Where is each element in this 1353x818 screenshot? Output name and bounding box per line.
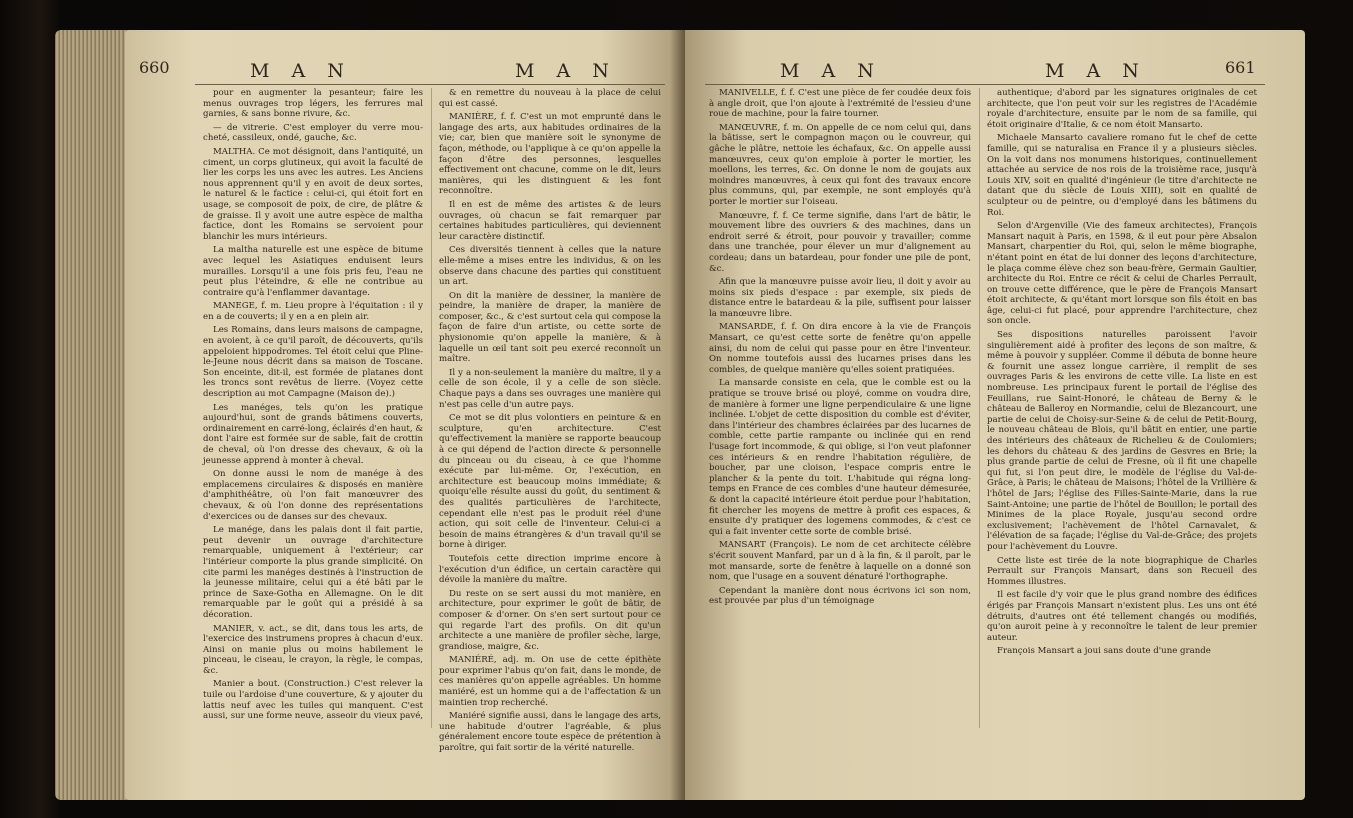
paragraph: Cependant la manière dont nous écrivons ici son nom, est prouvée par plus d'un témoignage [709,585,971,607]
paragraph: — de vitrerie. C'est employer du verre mou-cheté, cassileux, ondé, gauche, &c. [203,122,423,144]
paragraph: MALTHA. Ce mot désignoit, dans l'antiquité, un ciment, un corps glutineux, qui avoit la faculté de lier les corps les uns avec les autres. Les Anciens nous apprennent qu'il y en avoit de deux sortes, le naturel & le factice : celui-ci, qui étoit fort en usage, se composoit de poix, de cire, de plâtre & de graisse. Il y avoit une autre espèce de maltha factice, dont les Romains se servoient pour blanchir les murs intérieurs. [203,146,423,242]
paragraph: Ce mot se dit plus volontiers en peinture & en sculpture, qu'en architecture. C'est qu'effectivement la manière se rapporte beaucoup à ce qui dépend de l'action directe & personnelle du pinceau ou du ciseau, à ce que l'homme exécute par lui-même. Or, l'exécution, en architecture est beaucoup moins immédiate; & quoiqu'elle résulte aussi du goût, du sentiment & des qualités particulières de l'architecte, cependant elle n'est pas le produit réel d'une action, qui soit celle de l'inventeur. Celui-ci a besoin de mains étrangères & d'un travail qu'il se borne à diriger. [439,413,661,551]
left-page-number: 660 [139,58,170,77]
right-running-head-2: M A N [1045,60,1147,82]
paragraph: Maniéré signifie aussi, dans le langage des arts, une habitude d'outrer l'agréable, & plus généralement encore toute espèce de prétention à paroître, qui fait sortir de la vérité naturelle. [439,711,661,754]
paragraph: Cette liste est tirée de la note biographique de Charles Perrault sur François Mansart, dans son Recueil des Hommes illustres. [987,555,1257,587]
paragraph: François Mansart a joui sans doute d'une grande [997,646,1211,657]
paragraph: Ses dispositions naturelles paroissent l'avoir singulièrement aidé à profiter des leçons de son maître, & même à pouvoir y suppléer. Comme il débuta de bonne heure & fournit une assez longue carrière, il remplit de ses ouvrages Paris & les environs de cette ville. La liste en est nombreuse. Les principaux furent le portail de l'église des Feuillans, rue Saint-Honoré, le château de Berny & le château de Balleroy en Normandie, celui de Blezancourt, une partie de celui de Choisy-sur-Seine & de celui de Petit-Bourg, le nouveau château de Blois, qu'il bâtit en entier, une partie des intérieurs des châteaux de Richelieu & de Coulomiers; les dehors du château & des jardins de Gesvres en Brie; la plus grande partie de celui de Fresne, où il fit une chapelle qui fut, si l'on peut dire, le modèle de l'église du Val-de-Grâce, à Paris; le château de Maisons; l'hôtel de la Vrillière & l'hôtel de Jars; l'église des Filles-Sainte-Marie, dans la rue Saint-Antoine; une partie de l'hôtel de Bouillon; le portail des Minimes de la place Royale, jusqu'au second ordre exclusivement; l'achèvement de l'hôtel Carnavalet, & l'élévation de sa façade; l'église du Val-de-Grâce; des projets pour l'achèvement du Louvre. [987,330,1257,552]
right-column-1 [709,88,971,610]
right-column-2 [987,88,1257,660]
paragraph: Michaele Mansarto cavaliere romano fut le chef de cette famille, qui se naturalisa en France il y a plusieurs siècles. On la voit dans nos monumens historiques, continuellement attachée au service de nos rois de la troisième race, jusqu'à Louis XIV, soit en qualité d'ingénieur (le titre d'architecte ne datant que du siècle de Louis XIII), soit en qualité de sculpteur ou de peintre, ou d'employé dans les bâtimens du Roi. [987,133,1257,218]
paragraph: Il est facile d'y voir que le plus grand nombre des édifices érigés par François Mansart n'existent plus. Les uns ont été détruits, d'autres ont été tellement changés ou modifiés, qu'on auroit peine à y reconnoître le talent de leur premier auteur. [987,590,1257,643]
paragraph: Le manége, dans les palais dont il fait partie, peut devenir un ouvrage d'architecture remarquable, uniquement à l'extérieur; car l'intérieur comporte la plus grande simplicité. On cite parmi les manéges destinés à l'instruction de la jeunesse militaire, celui qui a été bâti par le prince de Saxe-Gotha en Allemagne. On le dit remarquable par le goût qui a présidé à sa décoration. [203,525,423,620]
paragraph: MANEGE, f. m. Lieu propre à l'équitation : il y en a de couverts; il y en a en plein air. [203,301,423,322]
paragraph: Ces diversités tiennent à celles que la nature elle-même a mises entre les individus, & on les observe dans chacune des parties qui constituent un art. [439,245,661,288]
paragraph: Toutefois cette direction imprime encore à l'exécution d'un édifice, un certain caractère qui dévoile la manière du maître. [439,553,661,586]
left-page [125,30,685,800]
book-fore-edge [55,30,135,800]
left-column-1 [203,88,423,725]
left-column-2 [439,88,661,757]
right-page-number: 661 [1225,58,1256,77]
paragraph: & en remettre du nouveau à la place de celui qui est cassé. [439,88,661,109]
left-running-head-2: M A N [515,60,617,82]
paragraph: authentique; d'abord par les signatures originales de cet architecte, que l'on peut voir sur les registres de l'Académie royale d'architecture, ensuite par le nom de sa famille, qui étoit originaire d'Italie, & ce nom étoit Mansarto. [987,88,1257,130]
paragraph: Afin que la manœuvre puisse avoir lieu, il doit y avoir au moins six pieds d'espace : par exemple, six pieds de distance entre le batardeau & la pile, suffisent pour laisser la manœuvre libre. [709,277,971,319]
paragraph: Les Romains, dans leurs maisons de campagne, en avoient, à ce qu'il paroît, de découverts, qu'ils appeloient hippodromes. Tel étoit celui que Pline-le-Jeune nous décrit dans sa maison de Toscane. Son enceinte, dit-il, est formée de platanes dont les troncs sont revêtus de lierre. (Voyez cette description au mot Campagne (Maison de).) [203,325,423,400]
paragraph: MANIÉRÉ, adj. m. On use de cette épithète pour exprimer l'abus qu'on fait, dans le monde, de ces manières qu'on appelle agréables. Un homme maniéré, est un homme qui a de l'affectation & un maintien trop recherché. [439,655,661,708]
paragraph: MANŒUVRE, f. m. On appelle de ce nom celui qui, dans la bâtisse, sert le compagnon maçon ou le couvreur, qui gâche le plâtre, nettoie les échafaux, &c. On appelle aussi manœuvres, ceux qu'on emploie à porter le mortier, les moellons, les terres, &c. On donne le nom de goujats aux moindres manœuvres, à ceux qui font des travaux encore plus communs, qui, par exemple, ne sont employés qu'à porter le mortier sur l'oiseau. [709,122,971,207]
paragraph: MANSART (François). Le nom de cet architecte célèbre s'écrit souvent Manfard, par un d à la fin, & il paroît, par le mot mansarde, sorte de fenêtre à laquelle on a donné son nom, que l'usage en a souvent dénaturé l'orthographe. [709,540,971,583]
paragraph: Manier a bout. (Construction.) C'est relever la tuile ou l'ardoise d'une couverture, & y ajouter du lattis neuf avec les tuiles qui manquent. C'est aussi, sur une forme neuve, asseoir du vieux pavé, [203,679,424,722]
paragraph: MANIVELLE, f. f. C'est une pièce de fer coudée deux fois à angle droit, que l'on ajoute à l'extrémité de l'essieu d'une roue de machine, pour la faire tourner. [709,88,971,120]
right-head-rule [705,84,1265,85]
paragraph: Il y a non-seulement la manière du maître, il y a celle de son école, il y a celle de son siècle. Chaque pays a dans ses ouvrages une manière qui n'est pas celle d'un autre pays. [439,367,661,410]
right-column-divider [979,88,980,728]
paragraph: La mansarde consiste en cela, que le comble est ou la pratique se trouve brisé ou ployé, comme on voudra dire, de manière à former une ligne perpendiculaire & une ligne inclinée. L'objet de cette disposition du comble est d'éviter, dans l'intérieur des chambres éclairées par des lucarnes de comble, cette partie rampante ou inclinée qui en rend l'usage fort incommode, & qui oblige, si l'on veut plafonner ces intérieurs & en rendre l'habitation régulière, de boucher, par une cloison, l'espace compris entre le plancher & la pente du toit. L'habitude qui régna long-temps en France de ces combles d'une hauteur démesurée, & dont la capacité intérieure étoit perdue pour l'habitation, fit chercher les moyens de mettre à profit ces espaces, & ensuite d'y pratiquer des logemens commodes, & c'est ce qui a fait inventer cette sorte de comble brisé. [709,378,971,537]
paragraph: Manœuvre, f. f. Ce terme signifie, dans l'art de bâtir, le mouvement libre des ouvriers & des machines, dans un endroit serré & étroit, pour pouvoir y travailler; comme dans une tranchée, pour élever un mur d'alignement au cordeau; dans un batardeau, pour fonder une pile de pont, &c. [709,210,971,274]
paragraph: Les manéges, tels qu'on les pratique aujourd'hui, sont de grands bâtimens couverts, ordinairement en carré-long, éclairés d'en haut, & dont l'aire est formée sur de sable, fait de crottin de cheval, où l'on dresse des chevaux, & où la jeunesse apprend à monter à cheval. [203,402,423,466]
paragraph: Du reste on se sert aussi du mot manière, en architecture, pour exprimer le goût de bâtir, de composer & d'orner. On s'en sert surtout pour ce qui regarde l'art des profils. On dit qu'un architecte a une manière de profiler sèche, large, grandiose, maigre, &c. [439,588,661,652]
left-running-head-1: M A N [250,60,352,82]
paragraph: Il en est de même des artistes & de leurs ouvrages, où chacun se fait remarquer par certaines habitudes particulières, qui deviennent leur caractère distinctif. [439,199,661,242]
left-head-rule [195,84,665,85]
paragraph: On dit la manière de dessiner, la manière de peindre, la manière de draper, la manière de composer, &c., & c'est surtout cela qui compose la façon de faire d'un artiste, ou cette sorte de physionomie qu'on appelle la manière, & à laquelle un œil tant soit peu exercé reconnoît un maître. [439,290,661,365]
paragraph: On donne aussi le nom de manége à des emplacemens circulaires & disposés en manière d'amphithéâtre, où l'on fait manœuvrer des chevaux, & où l'on donne des représentations d'exercices ou de danses sur des chevaux. [203,469,423,522]
right-page [685,30,1305,800]
left-column-divider [431,88,432,728]
right-running-head-1: M A N [780,60,882,82]
paragraph: MANSARDE, f. f. On dira encore à la vie de François Mansart, ce qu'est cette sorte de fenêtre qu'on appelle ainsi, du nom de celui qui passe pour en être l'inventeur. On nomme toutefois aussi des lucarnes prises dans les combles, de quelque manière qu'elles soient pratiquées. [709,322,971,375]
paragraph: pour en augmenter la pesanteur; faire les menus ouvrages trop légers, les ferrures mal garnies, & sans bonne rivure, &c. [203,88,423,120]
paragraph: Selon d'Argenville (Vie des fameux architectes), François Mansart naquit à Paris, en 1598, & il eut pour père Absalon Mansart, charpentier du Roi, qui, selon le même biographe, n'étant point en état de lui donner des leçons d'architecture, le plaça comme élève chez son beau-frère, Germain Gaultier, architecte du Roi. Entre ce récit & celui de Charles Perrault, on trouve cette différence, que le père de François Mansart étoit architecte, & qu'étant mort lorsque son fils étoit en bas âge, celui-ci fut placé, pour apprendre l'architecture, chez son oncle. [987,221,1257,327]
paragraph: MANIER, v. act., se dit, dans tous les arts, de l'exercice des instrumens propres à chacun d'eux. Ainsi on manie plus ou moins habilement le pinceau, le ciseau, le crayon, la règle, le compas, &c. [203,623,423,676]
paragraph: MANIÈRE, f. f. C'est un mot emprunté dans le langage des arts, aux habitudes ordinaires de la vie; car, bien que manière soit le synonyme de façon, méthode, ou l'applique à ce qu'on appelle la façon d'être des personnes, lesquelles effectivement ont chacune, comme on le dit, leurs manières, qui les distinguent & les font reconnoître. [439,112,661,197]
paragraph: La maltha naturelle est une espèce de bitume avec lequel les Asiatiques enduisent leurs murailles. Lorsqu'il a une fois pris feu, l'eau ne peut plus l'éteindre, & elle ne contribue au contraire qu'à l'enflammer davantage. [203,245,423,298]
